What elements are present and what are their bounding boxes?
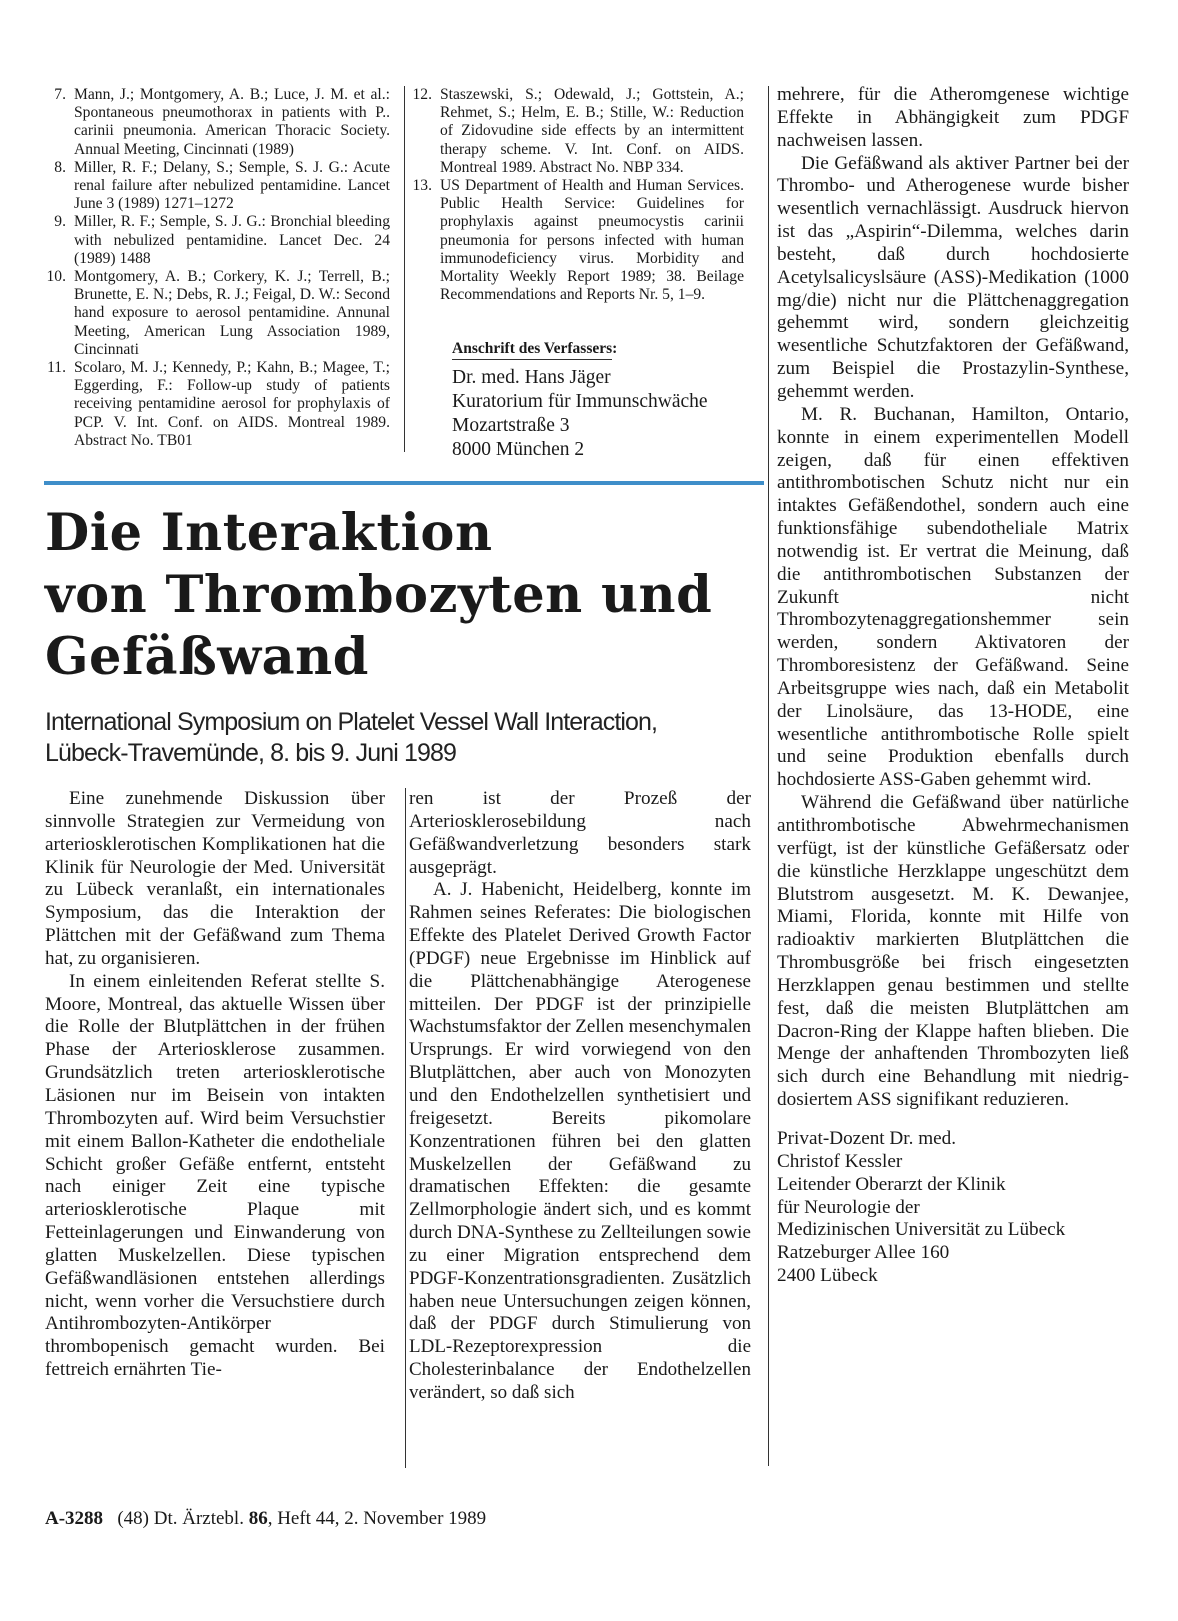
reference-item: 9. Miller, R. F.; Semple, S. J. G.: Bronchial bleeding with nebulized pentamidine. Lancet Dec. 24 (1989) 1488	[54, 213, 390, 267]
page-number: A-3288	[45, 1508, 104, 1529]
reference-item: 12. Staszewski, S.; Odewald, J.; Gottstein, A.; Rehmet, S.; Helm, E. B.; Stille, W.: Reduction of Zidovudine side effects by an intermittent therapy scheme. V. Int. Conf. on AIDS. Montreal 1989. Abstract No. NBP 334.	[412, 86, 744, 176]
address-rule	[452, 359, 612, 360]
references-middle	[410, 86, 744, 304]
volume-number: 86	[248, 1508, 268, 1529]
address-heading: Anschrift des Verfassers:	[452, 340, 618, 357]
reference-item: 10. Montgomery, A. B.; Corkery, K. J.; Terrell, B.; Brunette, E. N.; Debs, R. J.; Feigal, D. W.: Second hand exposure to aerosol pentamidine. Annunal Meeting, American Lung Association 1989, Cincinnati	[46, 268, 390, 358]
page-footer: A-3288 (48) Dt. Ärztebl. 86, Heft 44, 2. November 1989	[45, 1508, 487, 1529]
reference-item: 11. Scolaro, M. J.; Kennedy, P.; Kahn, B.; Magee, T.; Eggerding, F.: Follow-up study of patients receiving pentamidine aerosol for prophylaxis of PCP. V. Int. Conf. on AIDS. Montreal 1989. Abstract No. TB01	[47, 359, 390, 449]
reference-item: 7. Mann, J.; Montgomery, A. B.; Luce, J. M. et al.: Spontaneous pneumothorax in patients with P.. carinii pneumonia. American Thoracic Society. Annual Meeting, Cincinnati (1989)	[54, 86, 390, 158]
article-title: Die Interaktion von Thrombozyten und Gefäßwand	[45, 503, 713, 687]
address-line: Mozartstraße 3	[452, 415, 570, 436]
body-column-1	[45, 788, 385, 1382]
paragraph: M. R. Buchanan, Hamilton, Ontario, konnte in einem experimentellen Modell zeigen, daß für einen effektiven antithrombotischen Schutz nicht nur ein intaktes Gefäßendothel, sondern auch eine funktionsfähige subendotheliale Matrix notwendig ist. Er vertrat die Meinung, daß die antithrombotischen Substanzen der Zukunft nicht Thrombozytenaggregationshemmer sein werden, sondern Aktivatoren der Thromboresistenz der Gefäßwand. Seine Arbeitsgruppe wies nach, daß ein Metabolit der Linolsäure, das 13-HODE, eine wesentliche antithrombotische Rolle spielt und seine Produktion ebenfalls durch hochdosierte ASS-Gaben gehemmt wird.	[777, 403, 1129, 791]
paragraph: Während die Gefäßwand über natürliche antithrombotische Abwehrmechanismen verfügt, ist der künstliche Gefäßersatz oder die künstliche Herzklappe ungeschützt dem Blutstrom ausgesetzt. M. K. Dewanjee, Miami, Florida, konnte mit Hilfe von radioaktiv markierten Blutplättchen die Thrombusgröße bei frisch eingesetzten Herzklappen genau bestimmen und stellte fest, daß die meisten Blutplättchen am Dacron-Ring der Klappe haften blieben. Die Menge der anhaftenden Thrombozyten ließ sich durch eine Behandlung mit niedrig-dosiertem ASS signifikant reduzieren.	[777, 792, 1129, 1111]
section-rule	[44, 481, 764, 485]
reference-item: 13. US Department of Health and Human Services. Public Health Service: Guidelines for prophylaxis against pneumocystis carinii pneumonia for persons infected with human immunodeficiency virus. Morbidity and Mortality Weekly Report 1989; 38. Beilage Recommendations and Reports Nr. 5, 1–9.	[412, 177, 744, 304]
body-column-2	[409, 788, 751, 1405]
references-left	[44, 86, 390, 450]
paragraph: mehrere, für die Atheromgenese wichtige Effekte in Abhängigkeit zum PDGF nachweisen lassen.	[777, 84, 1129, 151]
paragraph: Die Gefäßwand als aktiver Partner bei der Thrombo- und Atherogenese wurde bisher wesentlich vernachlässigt. Ausdruck hiervon ist das „Aspirin“-Dilemma, welches darin besteht, daß durch hochdosierte Acetylsalicyslsäure (ASS)-Medikation (1000 mg/die) nicht nur die Plättchenaggregation gehemmt wird, sondern gleichzeitig wesentliche Schutzfaktoren der Gefäßwand, zum Beispiel die Prostazylin-Synthese, gehemmt werden.	[777, 152, 1129, 402]
paragraph: Eine zunehmende Diskussion über sinnvolle Strategien zur Vermeidung von arteriosklerotischen Komplikationen hat die Klinik für Neurologie der Med. Universität zu Lübeck veranlaßt, ein internationales Symposium, das die Interaktion der Plättchen mit der Gefäßwand zum Thema hat, zu organisieren.	[45, 788, 385, 969]
address-line: Dr. med. Hans Jäger	[452, 367, 611, 388]
reference-item: 8. Miller, R. F.; Delany, S.; Semple, S. J. G.: Acute renal failure after nebulized pentamidine. Lancet June 3 (1989) 1271–1272	[54, 158, 390, 213]
address-line: 8000 München 2	[452, 439, 585, 460]
column-divider	[768, 86, 769, 1466]
body-column-3	[777, 84, 1129, 1288]
paragraph: In einem einleitenden Referat stellte S. Moore, Montreal, das aktuelle Wissen über die Rolle der Blutplättchen in der frühen Phase der Arteriosklerose zusammen. Grundsätzlich treten arteriosklerotische Läsionen nur im Beisein von intakten Thrombozyten auf. Wird beim Versuchstier mit einem Ballon-Katheter die endotheliale Schicht großer Gefäße entfernt, entsteht nach einiger Zeit eine typische arteriosklerotische Plaque mit Fetteinlagerungen und Einwanderung von glatten Muskelzellen. Diese typischen Gefäßwandläsionen entstehen allerdings nicht, wenn vorher die Versuchstiere durch Antihrombozyten-Antikörper thrombopenisch gemacht wurden. Bei fettreich ernährten Tie-	[45, 970, 385, 1381]
column-divider	[405, 788, 406, 1468]
article-author: Privat-Dozent Dr. med. Christof Kessler Leitender Oberarzt der Klinik für Neurologie der Medizinischen Universität zu Lübeck Ratzeburger Allee 160 2400 Lübeck	[777, 1127, 1066, 1287]
article-subtitle: International Symposium on Platelet Vessel Wall Interaction, Lübeck-Travemünde, 8. bis 9. Juni 1989	[45, 708, 658, 767]
address-line: Kuratorium für Immunschwäche	[452, 391, 708, 412]
column-divider	[404, 86, 405, 452]
paragraph: ren ist der Prozeß der Arteriosklerosebildung nach Gefäßwandverletzung besonders stark ausgeprägt.	[409, 788, 751, 878]
paragraph: A. J. Habenicht, Heidelberg, konnte im Rahmen seines Referates: Die biologischen Effekte des Platelet Derived Growth Factor (PDGF) neue Ergebnisse im Hinblick auf die Plättchenabhängige Aterogenese mitteilen. Der PDGF ist der prinzipielle Wachstumsfaktor der Zellen mesenchymalen Ursprungs. Er wird vorwiegend von den Blutplättchen, aber auch von Monozyten und den Endothelzellen synthetisiert und freigesetzt. Bereits pikomolare Konzentrationen führen bei den glatten Muskelzellen der Gefäßwand zu dramatischen Effekten: die gesamte Zellmorphologie ändert sich, und es kommt durch DNA-Synthese zu Zellteilungen sowie zu einer Migration entsprechend dem PDGF-Konzentrationsgradienten. Zusätzlich haben neue Untersuchungen zeigen können, daß der PDGF durch Stimulierung von LDL-Rezeptorexpression die Cholesterinbalance der Endothelzellen verändert, so daß sich	[409, 879, 751, 1403]
